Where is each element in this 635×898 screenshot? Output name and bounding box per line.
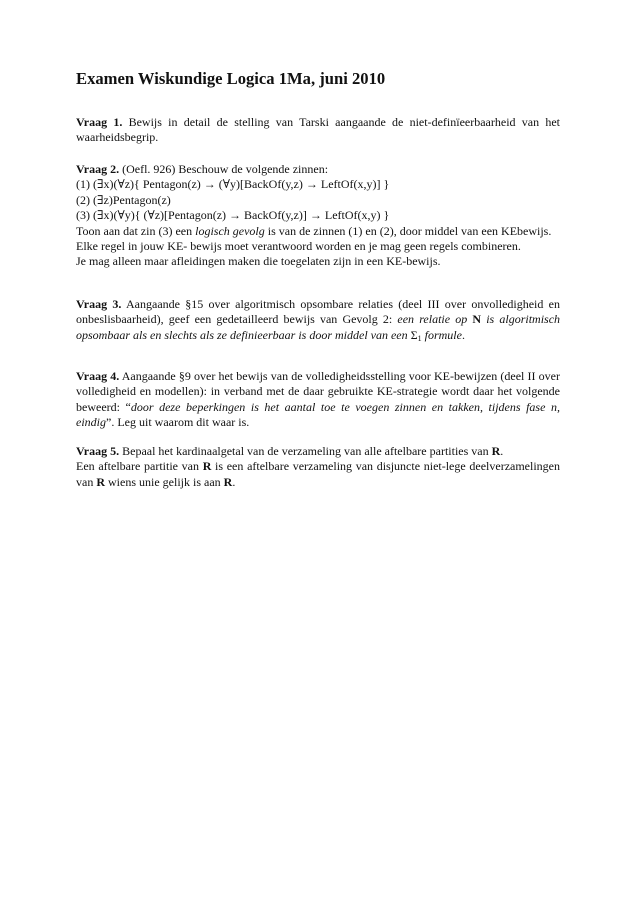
question-2-rule-1: Elke regel in jouw KE- bewijs moet verantwoord worden en je mag geen regels combineren. [76, 239, 521, 254]
question-1-label: Vraag 1. [76, 115, 123, 129]
sigma-symbol: $\Sigma_1$ [410, 327, 422, 343]
page-title: Examen Wiskundige Logica 1Ma, juni 2010 [76, 69, 386, 88]
question-4-quote: door deze beperkingen is het aantal toe te voegen zinnen en takken, tijdens fase n, eindig [76, 399, 560, 430]
logical-consequence-term: logisch gevolg [195, 223, 265, 238]
sentence-1: (1) (∃x)(∀z){ Pentagon(z) → (∀y)[BackOf(y,z) → LeftOf(x,y)] } [76, 177, 390, 192]
question-3: Vraag 3. Aangaande §15 over algoritmisch opsombare relaties (deel III over onvolledigheid en onbeslisbaarheid), geef een gedetailleerd bewijs van Gevolg 2: een relatie op N is algoritmisch opsombaar als en slechts als ze definieerbaar is door middel van een $\Sigma_1$ formule. [76, 297, 561, 343]
question-2-intro: (Oefl. 926) Beschouw de volgende zinnen: [122, 162, 329, 176]
question-4-text: Aangaande §9 over het bewijs van de volledigheidsstelling voor KE-bewijzen (deel II over volledigheid en modellen): in verband met de daar gebruikte KE-strategie wordt daar het volgende beweerd: “ [76, 369, 560, 414]
sentence-3: (3) (∃x)(∀y){ (∀z)[Pentagon(z) → BackOf(y,z)] → LeftOf(x,y) } [76, 208, 390, 223]
question-2-task: Toon aan dat zin (3) een logisch gevolg is van de zinnen (1) en (2), door middel van een KEbewijs. [76, 223, 552, 238]
real-numbers-symbol: R [491, 444, 501, 458]
question-3-label: Vraag 3. [76, 297, 122, 311]
question-4-label: Vraag 4. [76, 369, 120, 383]
question-5-label: Vraag 5. [76, 444, 120, 458]
question-2-label: Vraag 2. [76, 162, 120, 176]
question-5: Vraag 5. Bepaal het kardinaalgetal van de verzameling van alle aftelbare partities van R. Een aftelbare partitie van R is een aftelbare verzameling van disjuncte niet-lege deelverzamelingen van R wiens unie gelijk is aan R. [76, 444, 561, 489]
question-1 [76, 115, 560, 146]
question-4: Vraag 4. Aangaande §9 over het bewijs van de volledigheidsstelling voor KE-bewijzen (deel II over volledigheid en modellen): in verband met de daar gebruikte KE-strategie wordt daar het volgende beweerd: “door deze beperkingen is het aantal toe te voegen zinnen en takken, tijdens fase n, eindig”. Leg uit waarom dit waar is. [76, 369, 560, 430]
question-5-definition: Een aftelbare partitie van R is een aftelbare verzameling van disjuncte niet-lege deelverzamelingen van R wiens unie gelijk is aan R. [76, 459, 561, 489]
question-2-rule-2: Je mag alleen maar afleidingen maken die toegelaten zijn in een KE-bewijs. [76, 254, 441, 269]
sentence-2: (2) (∃z)Pentagon(z) [76, 192, 171, 207]
question-3-text: Aangaande §15 over algoritmisch opsombare relaties (deel III over onvolledigheid en onbeslisbaarheid), geef een gedetailleerd bewijs van Gevolg 2: [76, 297, 561, 327]
natural-numbers-symbol: N [472, 312, 482, 327]
question-5-text: Bepaal het kardinaalgetal van de verzameling van alle aftelbare partities van [122, 444, 489, 458]
question-2 [76, 162, 560, 270]
question-1-text: Bewijs in detail de stelling van Tarski aangaande de niet-definïeerbaarheid van het waarheidsbegrip. [76, 115, 561, 145]
exam-page [76, 68, 561, 489]
